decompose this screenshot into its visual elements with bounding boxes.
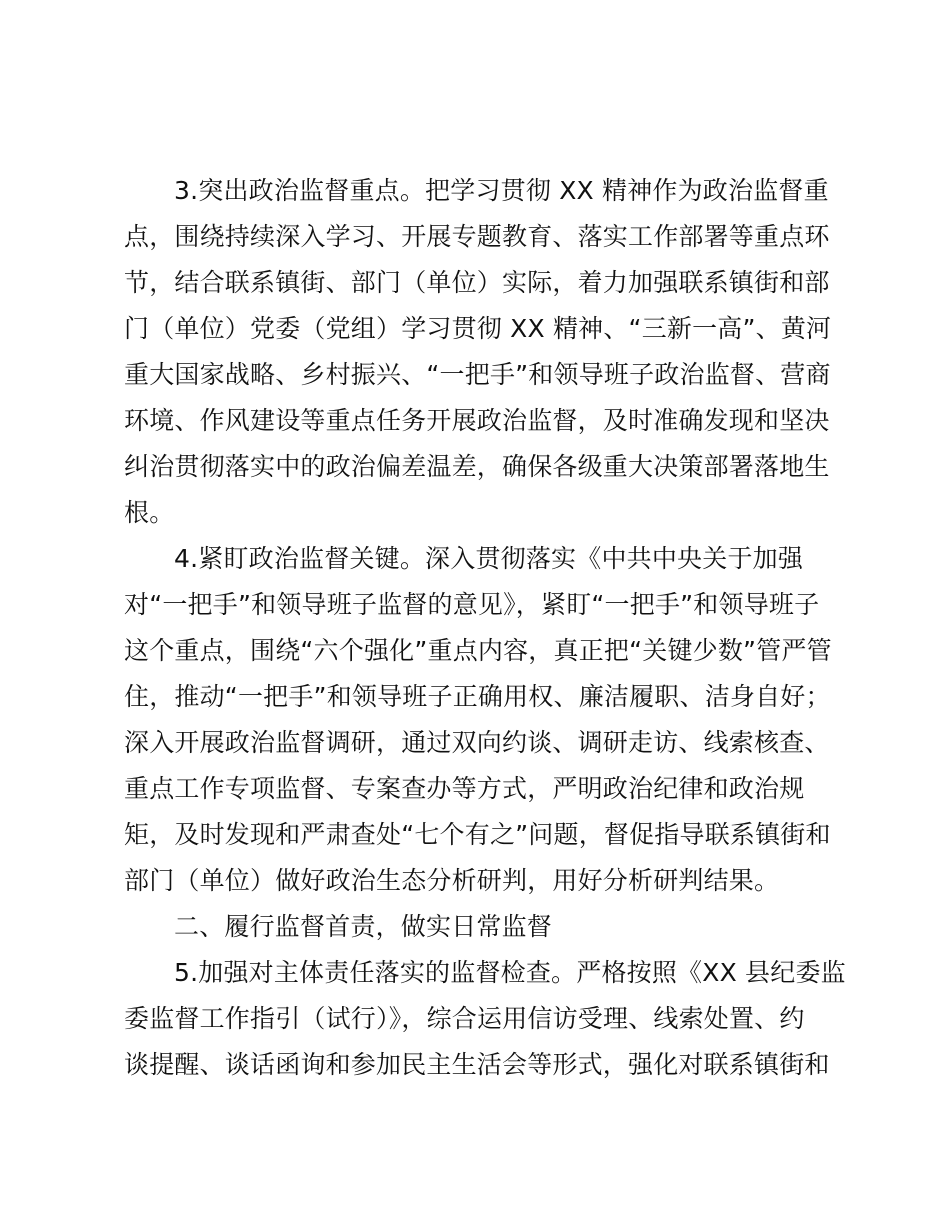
- paragraph-4-line-2: 对“一把手”和领导班子监督的意见》，紧盯“一把手”和领导班子: [124, 590, 820, 619]
- paragraph-5-line-1: 5.加强对主体责任落实的监督检查。严格按照《XX 县纪委监: [174, 958, 846, 987]
- paragraph-3-line-6: 环境、作风建设等重点任务开展政治监督，及时准确发现和坚决: [124, 406, 830, 435]
- paragraph-3-line-5: 重大国家战略、乡村振兴、“一把手”和领导班子政治监督、营商: [124, 360, 831, 389]
- paragraph-4-line-4: 住，推动“一把手”和领导班子正确用权、廉洁履职、洁身自好；: [124, 682, 831, 711]
- paragraph-3-line-8: 根。: [124, 498, 175, 527]
- paragraph-5-line-2: 委监督工作指引（试行）》，综合运用信访受理、线索处置、约: [124, 1004, 805, 1033]
- paragraph-4-line-6: 重点工作专项监督、专案查办等方式，严明政治纪律和政治规: [124, 774, 805, 803]
- paragraph-5-line-3: 谈提醒、谈话函询和参加民主生活会等形式，强化对联系镇街和: [124, 1050, 830, 1079]
- paragraph-4-line-1: 4.紧盯政治监督关键。深入贯彻落实《中共中央关于加强: [174, 544, 804, 573]
- paragraph-3-line-3: 节，结合联系镇街、部门（单位）实际，着力加强联系镇街和部: [124, 268, 830, 297]
- paragraph-4-line-7: 矩，及时发现和严肃查处“七个有之”问题，督促指导联系镇街和: [124, 820, 831, 849]
- document-body: [124, 168, 844, 1088]
- paragraph-3-line-4: 门（单位）党委（党组）学习贯彻 XX 精神、“三新一高”、黄河: [124, 314, 832, 343]
- paragraph-4-line-3: 这个重点，围绕“六个强化”重点内容，真正把“关键少数”管严管: [124, 636, 832, 665]
- paragraph-4-line-8: 部门（单位）做好政治生态分析研判，用好分析研判结果。: [124, 866, 780, 895]
- section-heading-2: 二、履行监督首责，做实日常监督: [174, 912, 553, 941]
- paragraph-3-line-7: 纠治贯彻落实中的政治偏差温差，确保各级重大决策部署落地生: [124, 452, 830, 481]
- paragraph-3-line-1: 3.突出政治监督重点。把学习贯彻 XX 精神作为政治监督重: [174, 176, 829, 205]
- paragraph-4-line-5: 深入开展政治监督调研，通过双向约谈、调研走访、线索核查、: [124, 728, 830, 757]
- paragraph-3-line-2: 点，围绕持续深入学习、开展专题教育、落实工作部署等重点环: [124, 222, 830, 251]
